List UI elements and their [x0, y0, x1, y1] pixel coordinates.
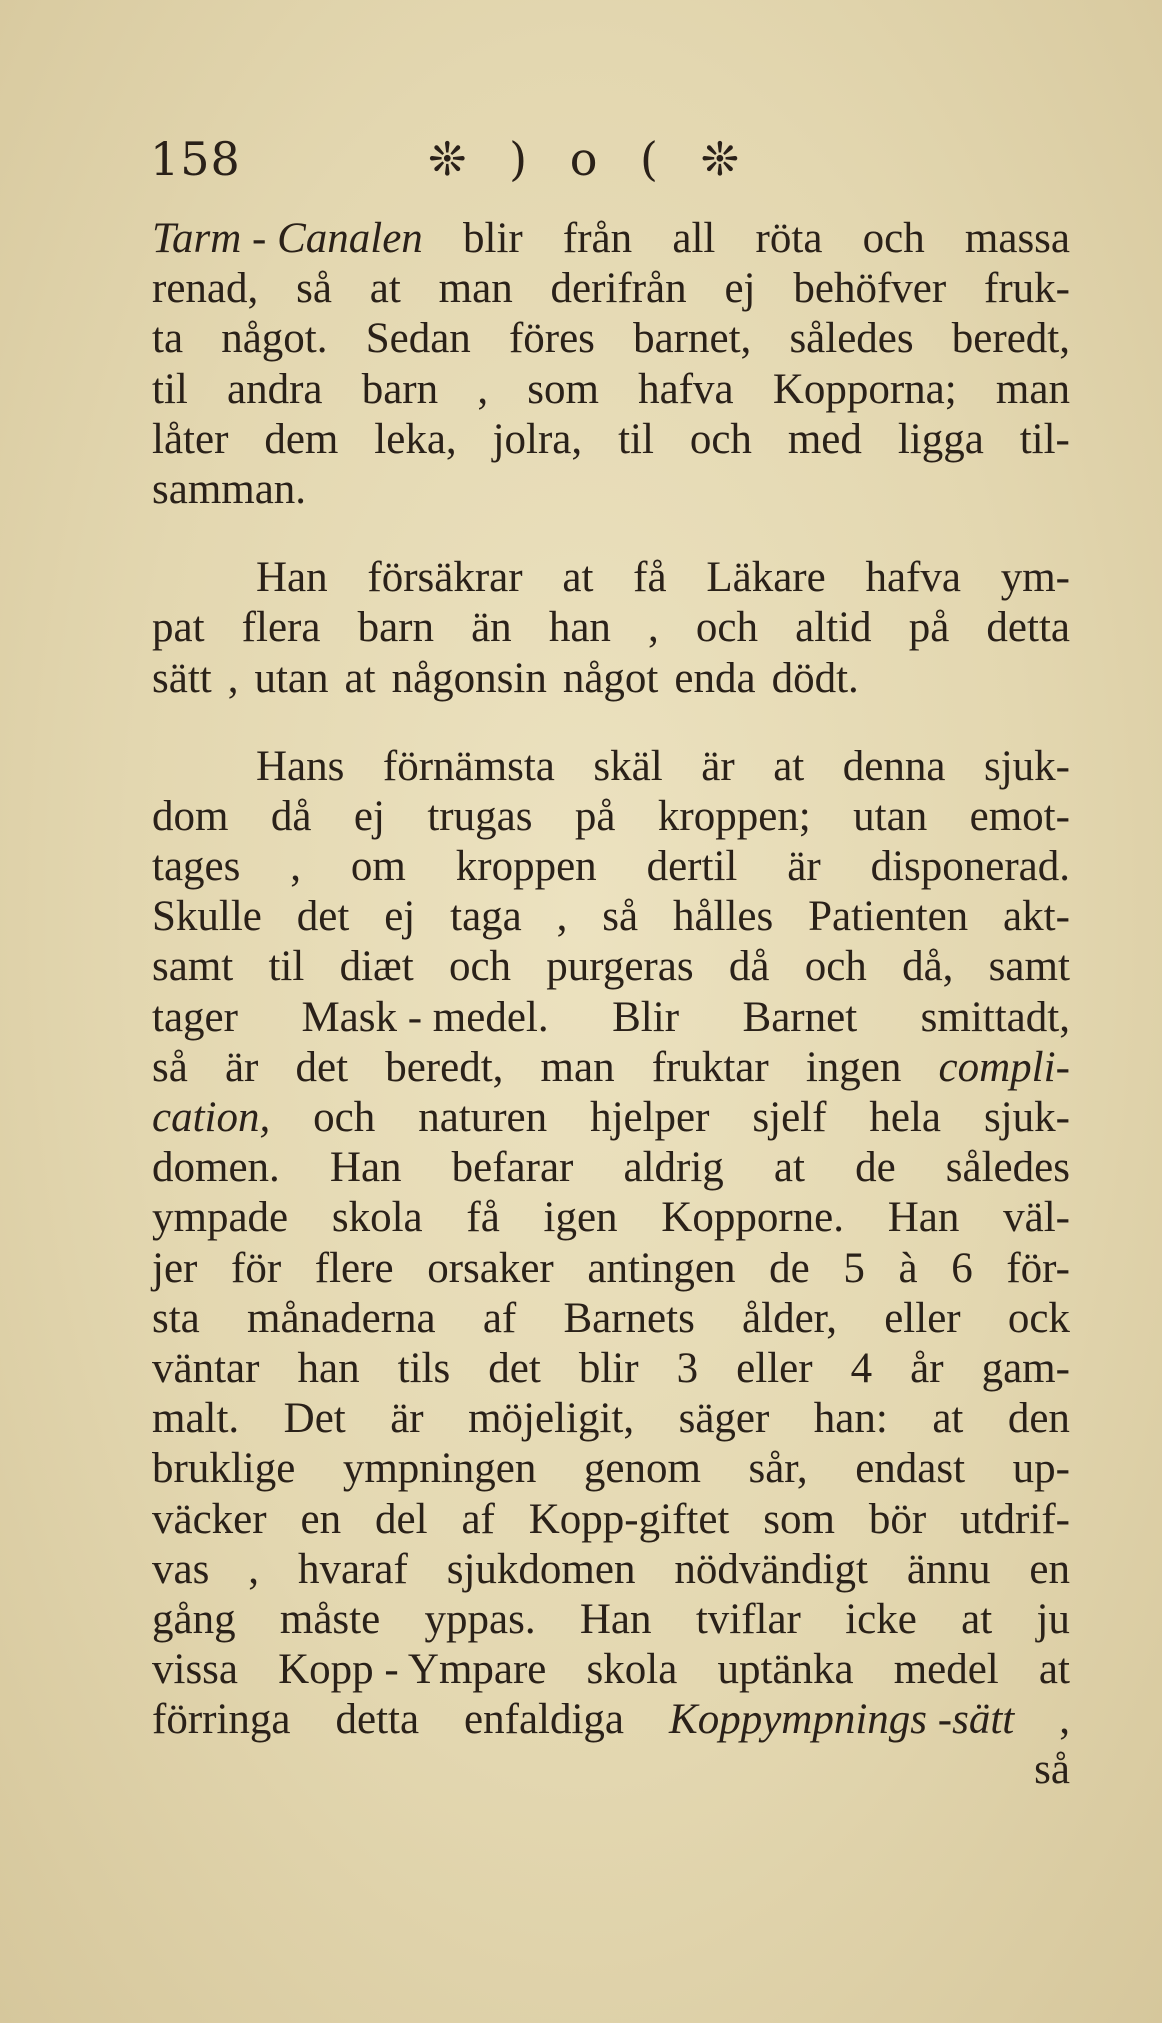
- word: och: [313, 1094, 376, 1141]
- word: ålder,: [742, 1294, 837, 1342]
- word: han: [297, 1344, 360, 1392]
- word: Barnet: [742, 993, 858, 1041]
- text-line: [152, 314, 1070, 364]
- word: så: [296, 265, 332, 313]
- word: malt.: [152, 1395, 240, 1443]
- word: taga: [450, 893, 522, 941]
- text-line: [152, 1394, 1070, 1444]
- word: à: [898, 1244, 918, 1292]
- word: ,: [227, 654, 239, 702]
- word: Kopporne.: [661, 1194, 845, 1242]
- word: fruk-: [984, 265, 1070, 313]
- word: ,: [1059, 1696, 1070, 1744]
- word: sjelf: [752, 1094, 827, 1141]
- word: Barnets: [563, 1294, 695, 1342]
- word: barn: [357, 604, 434, 652]
- paragraph: [152, 214, 1070, 515]
- word: fruktar: [651, 1043, 769, 1091]
- word: tviflar: [695, 1595, 801, 1643]
- word: altid: [795, 604, 872, 652]
- word: kroppen: [455, 843, 597, 891]
- word: denna: [842, 742, 946, 790]
- word: sjuk-: [984, 742, 1070, 790]
- word: ym-: [1000, 554, 1070, 602]
- word: at: [344, 654, 376, 702]
- word: barnet,: [633, 315, 752, 363]
- word: låter: [152, 415, 229, 463]
- header-ornament: ❊ ) o ( ❊: [428, 132, 754, 186]
- word: ympade: [152, 1194, 289, 1242]
- word: de: [769, 1244, 810, 1292]
- word: de: [855, 1144, 896, 1192]
- word: skäl: [593, 742, 663, 790]
- word: renad,: [152, 265, 259, 313]
- text-line: [152, 842, 1070, 892]
- word: til: [152, 365, 188, 413]
- word: dem: [264, 415, 339, 463]
- word: at: [961, 1595, 993, 1643]
- word: igen: [543, 1194, 618, 1242]
- word: något.: [221, 315, 328, 363]
- word: smittadt,: [920, 993, 1070, 1041]
- word: röta: [755, 215, 823, 262]
- word: Tarm - Canalen: [152, 215, 423, 262]
- word: någonsin: [391, 654, 547, 702]
- word: Blir: [612, 993, 680, 1041]
- text-line: [152, 892, 1070, 942]
- word: är: [787, 843, 821, 891]
- word: up-: [1012, 1445, 1070, 1493]
- word: han: [548, 604, 611, 652]
- body-text: [152, 214, 1070, 1796]
- word: jer: [152, 1244, 198, 1292]
- paragraph-gap: [152, 515, 1070, 553]
- word: den: [1007, 1395, 1070, 1443]
- word: emot-: [969, 792, 1070, 840]
- word: dertil: [646, 843, 738, 891]
- word: ej: [724, 265, 756, 313]
- word: hjelper: [590, 1094, 710, 1141]
- text-line: [152, 1545, 1070, 1595]
- word: diæt: [339, 943, 414, 991]
- text-line: [152, 1294, 1070, 1344]
- word: samman.: [152, 465, 307, 513]
- word: ingen: [805, 1043, 902, 1091]
- word: blir: [578, 1344, 639, 1392]
- word: Skulle: [152, 893, 262, 941]
- word: aldrig: [623, 1144, 724, 1192]
- text-line: [152, 1745, 1070, 1795]
- word: sätt: [152, 654, 212, 702]
- word: dödt.: [771, 654, 859, 702]
- word: hålles: [672, 893, 774, 941]
- word: ,: [248, 1545, 260, 1593]
- word: eller: [736, 1344, 813, 1392]
- word: hvaraf: [297, 1545, 408, 1593]
- word: Patienten: [808, 893, 969, 941]
- word: Kopp - Ympare: [278, 1646, 547, 1694]
- word: detta: [335, 1696, 420, 1744]
- word: behöfver: [793, 265, 947, 313]
- word: tils: [397, 1344, 451, 1392]
- text-line: [152, 1093, 1070, 1143]
- word: bruklige: [152, 1445, 296, 1493]
- word: för: [231, 1244, 282, 1292]
- word: ej: [384, 893, 416, 941]
- word: Kopp-giftet: [528, 1495, 730, 1543]
- word: uptänka: [717, 1646, 854, 1694]
- word: antingen: [587, 1244, 736, 1292]
- word: yppas.: [424, 1595, 536, 1643]
- word: at: [773, 742, 805, 790]
- text-line: [152, 553, 1070, 603]
- word: utan: [254, 654, 329, 702]
- text-line: [152, 365, 1070, 415]
- word: då: [728, 943, 770, 991]
- word: genom: [583, 1445, 701, 1493]
- word: disponerad.: [870, 843, 1070, 891]
- word: flera: [241, 604, 321, 652]
- word: nödvändigt: [674, 1545, 868, 1593]
- word: ,: [556, 893, 568, 941]
- word: och: [695, 604, 758, 652]
- word: utdrif-: [960, 1495, 1070, 1543]
- text-line: [152, 415, 1070, 465]
- word: vissa: [152, 1646, 238, 1694]
- word: Han: [579, 1595, 652, 1643]
- word: dom: [152, 792, 229, 840]
- word: domen.: [152, 1144, 280, 1192]
- word: eller: [884, 1294, 961, 1342]
- word: andra: [227, 365, 323, 413]
- word: beredt,: [951, 315, 1070, 363]
- word: af: [461, 1495, 495, 1543]
- word: väl-: [1003, 1194, 1070, 1242]
- word: det: [295, 1043, 349, 1091]
- word: hafva: [638, 365, 734, 413]
- word: det: [296, 893, 350, 941]
- word: til-: [1019, 415, 1070, 463]
- text-line: [152, 654, 1070, 704]
- word: utan: [853, 792, 928, 840]
- word: ,: [290, 843, 302, 891]
- word: gam-: [981, 1344, 1070, 1392]
- word: är: [390, 1395, 424, 1443]
- word: af: [482, 1294, 517, 1342]
- word: Det: [283, 1395, 346, 1443]
- word: gång: [152, 1595, 236, 1643]
- word: ännu: [906, 1545, 991, 1593]
- text-line: [152, 1193, 1070, 1243]
- word: detta: [986, 604, 1070, 652]
- word: akt-: [1003, 893, 1070, 941]
- word: medel: [893, 1646, 999, 1694]
- word: Han: [887, 1194, 960, 1242]
- word: således: [945, 1144, 1070, 1192]
- word: beredt,: [385, 1043, 504, 1091]
- word: och: [804, 943, 867, 991]
- word: leka,: [374, 415, 457, 463]
- word: således: [789, 315, 914, 363]
- text-line: [152, 742, 1070, 792]
- word: han:: [813, 1395, 888, 1443]
- word: förringa: [152, 1696, 291, 1744]
- word: med: [787, 415, 862, 463]
- word: ock: [1007, 1294, 1070, 1342]
- text-line: [152, 1143, 1070, 1193]
- word: ligga: [897, 415, 984, 463]
- word: på: [574, 792, 616, 840]
- word: Mask - medel.: [301, 993, 549, 1041]
- word: en: [1029, 1545, 1070, 1593]
- word: det: [488, 1344, 541, 1392]
- word: få: [466, 1194, 500, 1242]
- paragraph: [152, 742, 1070, 1796]
- word: 3: [676, 1344, 699, 1392]
- word: vas: [152, 1545, 210, 1593]
- word: och: [689, 415, 752, 463]
- word: orsaker: [427, 1244, 554, 1292]
- word: om: [350, 843, 406, 891]
- word: blir: [463, 215, 523, 262]
- word: kroppen;: [657, 792, 811, 840]
- word: förnämsta: [382, 742, 555, 790]
- word: naturen: [418, 1094, 548, 1141]
- word: 4: [850, 1344, 873, 1392]
- word: Koppympnings -sätt: [669, 1696, 1015, 1744]
- word: jolra,: [492, 415, 583, 463]
- word: så: [1034, 1746, 1070, 1794]
- word: Läkare: [706, 554, 826, 602]
- word: som: [527, 365, 599, 413]
- text-line: [152, 264, 1070, 314]
- word: Kopporna;: [772, 365, 957, 413]
- word: och: [862, 215, 925, 262]
- text-line: [152, 1695, 1070, 1745]
- word: ej: [353, 792, 385, 840]
- word: en: [300, 1495, 342, 1543]
- paragraph: [152, 553, 1070, 704]
- text-line: [152, 993, 1070, 1043]
- page-number: 158: [150, 132, 241, 186]
- word: barn: [361, 365, 439, 413]
- text-line: [152, 1495, 1070, 1545]
- text-line: [152, 1645, 1070, 1695]
- word: på: [908, 604, 950, 652]
- word: til: [618, 415, 654, 463]
- word: trugas: [427, 792, 533, 840]
- word: Han: [329, 1144, 402, 1192]
- word: 5: [843, 1244, 865, 1292]
- word: icke: [845, 1595, 917, 1643]
- word: at: [369, 265, 401, 313]
- word: at: [932, 1395, 964, 1443]
- word: och: [448, 943, 512, 991]
- word: skola: [331, 1194, 423, 1242]
- word: sjukdomen: [446, 1545, 636, 1593]
- word: man: [540, 1043, 615, 1091]
- word: purgeras: [546, 943, 694, 991]
- word: endast: [855, 1445, 966, 1493]
- word: at: [562, 554, 594, 602]
- word: samt: [152, 943, 234, 991]
- word: så: [152, 1043, 188, 1091]
- word: enda: [674, 654, 756, 702]
- text-line: [152, 792, 1070, 842]
- word: månaderna: [247, 1294, 436, 1342]
- text-line: [152, 1244, 1070, 1294]
- word: för-: [1006, 1244, 1070, 1292]
- word: föres: [508, 315, 595, 363]
- word: Sedan: [365, 315, 471, 363]
- word: väcker: [152, 1495, 267, 1543]
- word: är: [224, 1043, 259, 1091]
- text-line: [152, 1595, 1070, 1645]
- word: då: [270, 792, 312, 840]
- word: försäkrar: [367, 554, 523, 602]
- word: Hans: [256, 742, 345, 790]
- word: at: [1038, 1646, 1070, 1694]
- word: tager: [152, 993, 238, 1041]
- word: bör: [868, 1495, 927, 1543]
- word: flere: [314, 1244, 394, 1292]
- word: möjeligit,: [468, 1395, 635, 1443]
- word: til: [268, 943, 305, 991]
- text-line: [152, 1344, 1070, 1394]
- word: all: [672, 215, 716, 262]
- word: derifrån: [550, 265, 687, 313]
- word: pat: [152, 604, 205, 652]
- word: något: [562, 654, 659, 702]
- word: då,: [902, 943, 954, 991]
- text-line: [152, 465, 1070, 515]
- word: man: [995, 365, 1070, 413]
- text-line: [152, 603, 1070, 653]
- word: hela: [869, 1094, 942, 1141]
- word: skola: [586, 1646, 678, 1694]
- word: ympningen: [342, 1445, 537, 1493]
- text-line: [152, 1043, 1070, 1093]
- word: cation,: [152, 1094, 271, 1141]
- word: sår,: [748, 1445, 808, 1493]
- word: hafva: [865, 554, 961, 602]
- word: Han: [256, 554, 328, 602]
- word: enfaldiga: [464, 1696, 625, 1744]
- word: man: [438, 265, 513, 313]
- word: sta: [152, 1294, 200, 1342]
- word: ,: [477, 365, 489, 413]
- word: tages: [152, 843, 241, 891]
- word: än: [471, 604, 512, 652]
- word: massa: [964, 215, 1070, 262]
- word: som: [763, 1495, 835, 1543]
- word: väntar: [152, 1344, 260, 1392]
- text-line: [152, 1444, 1070, 1494]
- word: sjuk-: [983, 1094, 1070, 1141]
- word: ta: [152, 315, 184, 363]
- word: del: [374, 1495, 428, 1543]
- word: är: [701, 742, 735, 790]
- word: befarar: [451, 1144, 574, 1192]
- word: 6: [951, 1244, 973, 1292]
- word: måste: [279, 1595, 381, 1643]
- word: säger: [678, 1395, 770, 1443]
- word: få: [633, 554, 667, 602]
- paragraph-gap: [152, 704, 1070, 742]
- word: från: [562, 215, 633, 262]
- text-line: [152, 214, 1070, 264]
- word: år: [910, 1344, 944, 1392]
- word: ,: [648, 604, 659, 652]
- text-line: [152, 942, 1070, 992]
- word: ju: [1036, 1595, 1070, 1643]
- word: at: [773, 1144, 805, 1192]
- word: så: [602, 893, 639, 941]
- word: compli-: [938, 1043, 1070, 1091]
- word: samt: [988, 943, 1070, 991]
